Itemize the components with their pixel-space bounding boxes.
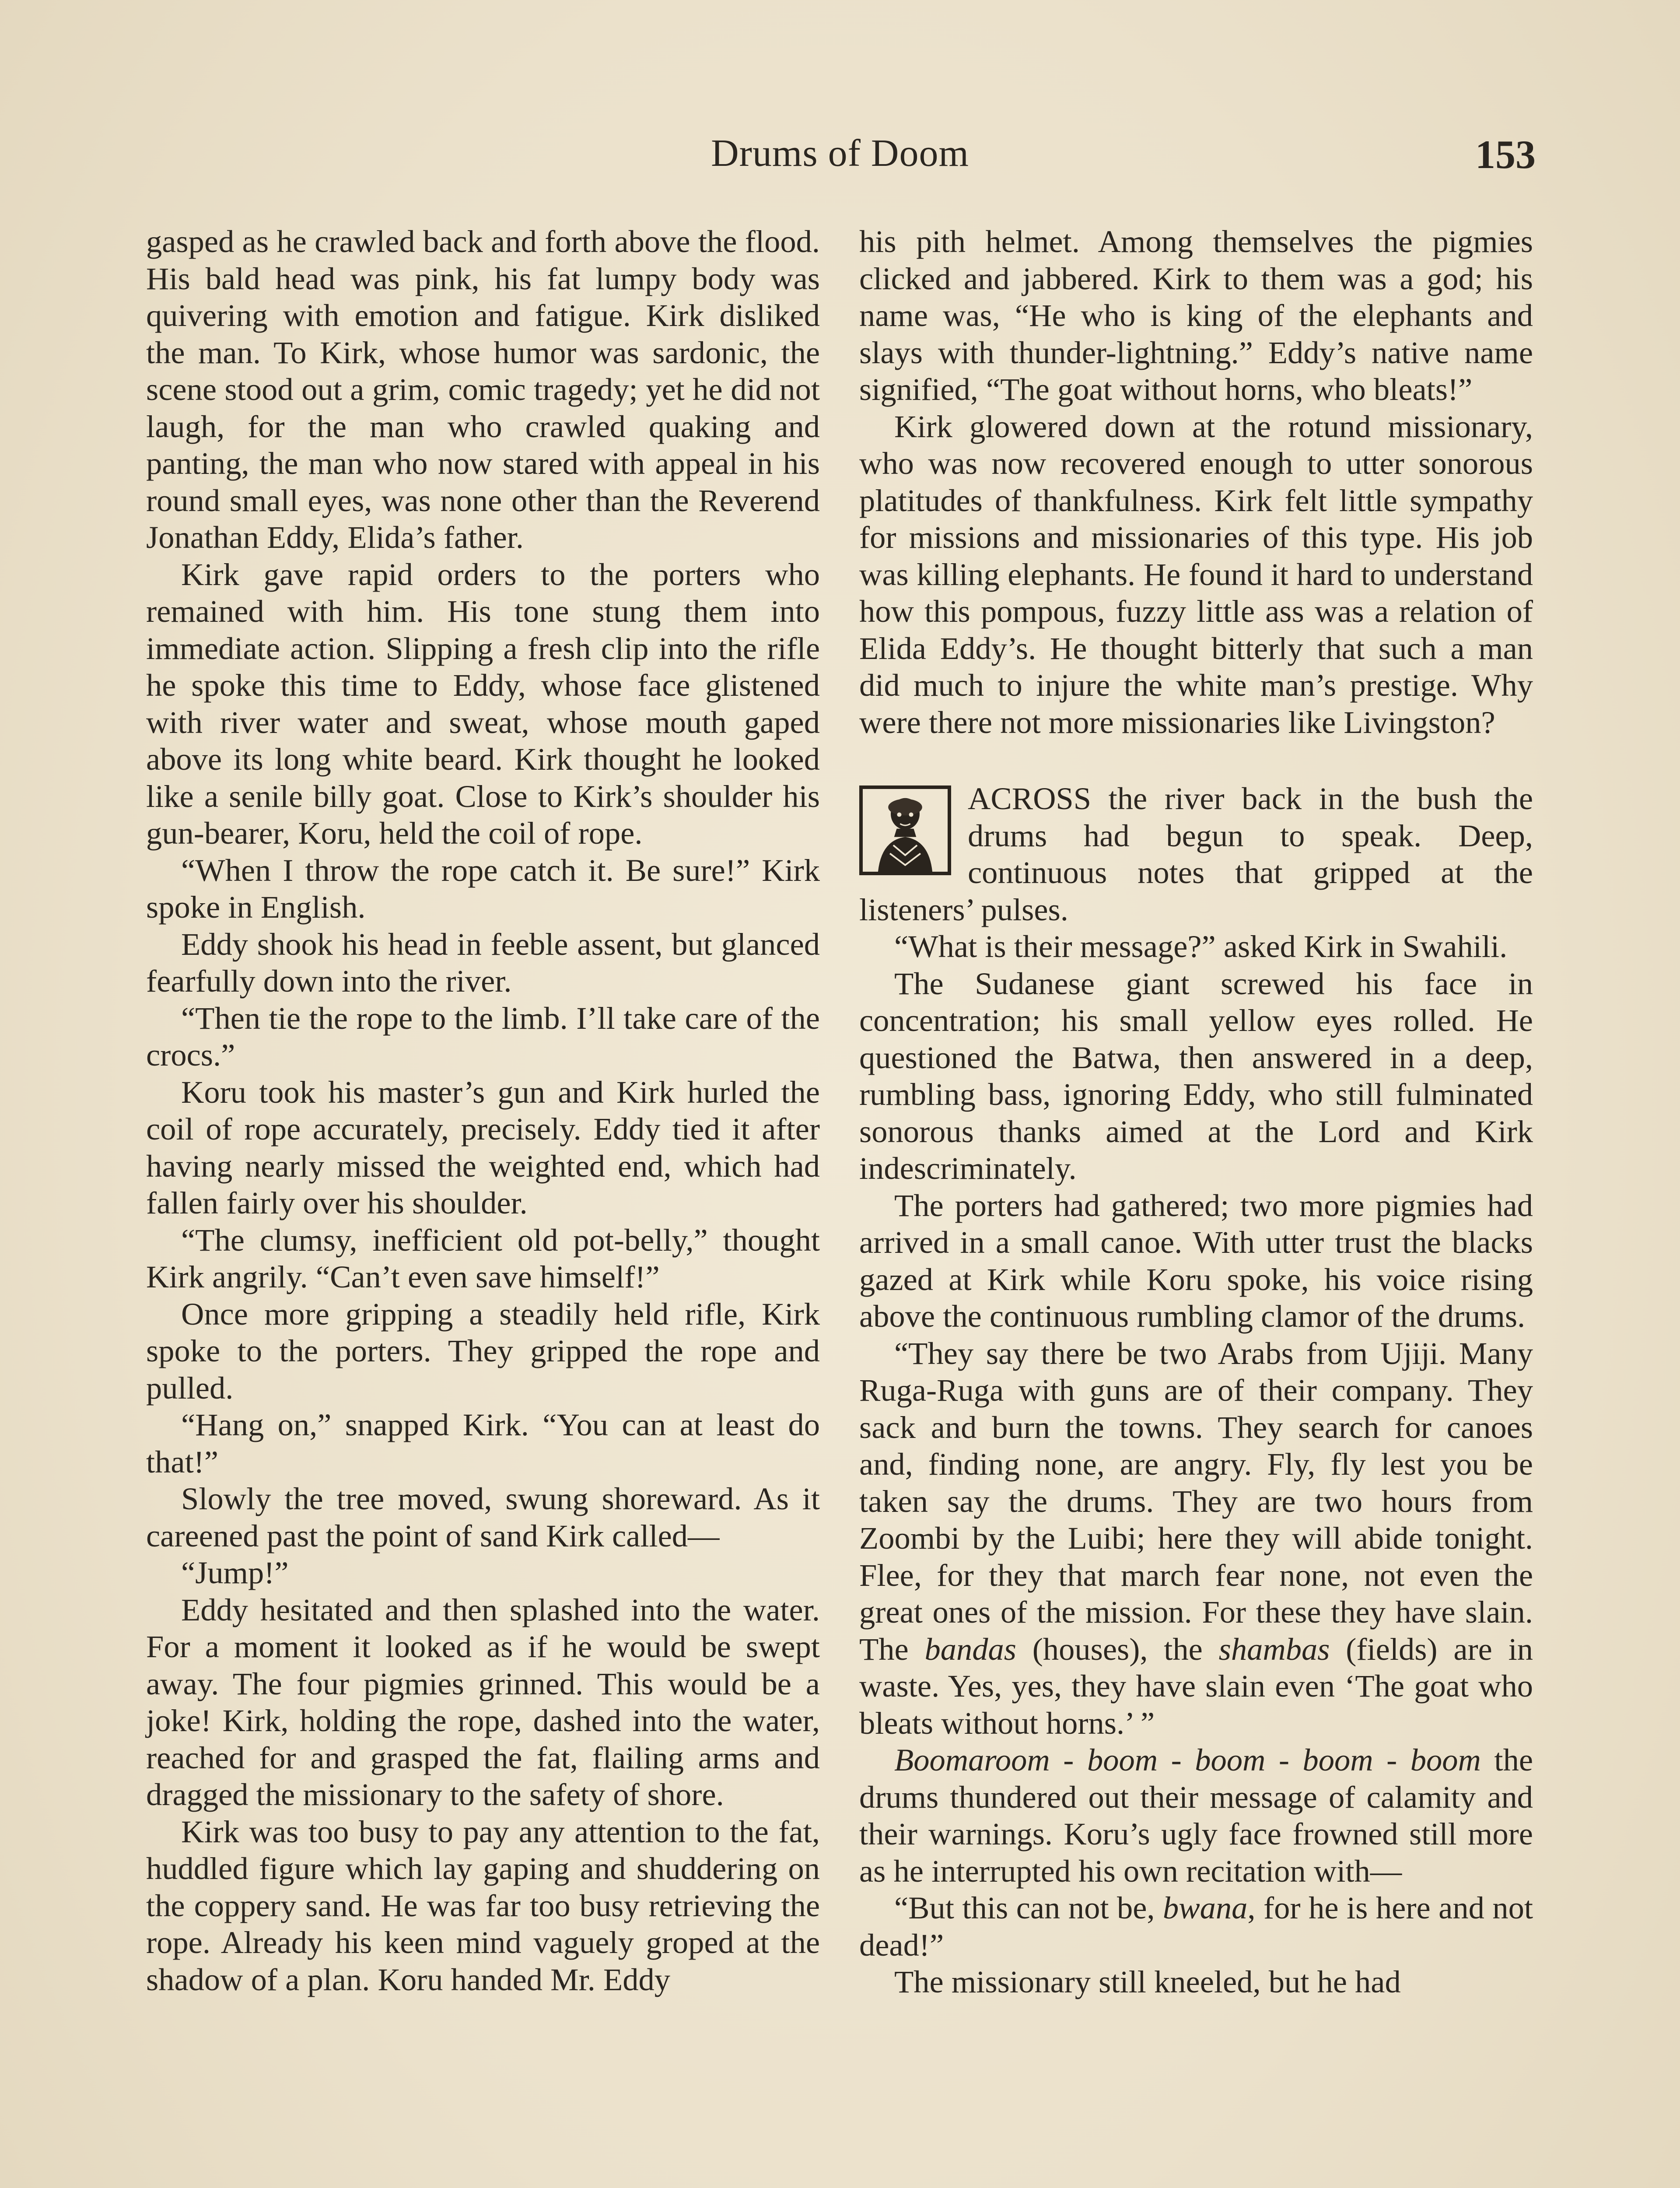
paragraph: Kirk gave rapid orders to the porters who remained with him. His tone stung them into immediate action. Slipping a fresh clip into the rifle he spoke this time to Eddy, whose face glistened with river water and sweat, whose mouth gaped above its long white beard. Kirk thought he looked like a senile billy goat. Close to Kirk’s shoulder his gun-bearer, Koru, held the coil of rope. — [146, 556, 820, 851]
paragraph: The Sudanese giant screwed his face in concentration; his small yellow eyes rolled. He questioned the Batwa, then answered in a deep, rumbling bass, ignoring Eddy, who still fulminated sonorous thanks aimed at the Lord and Kirk indescriminately. — [859, 965, 1533, 1186]
paragraph: gasped as he crawled back and forth above the flood. His bald head was pink, his fat lumpy body was quivering with emotion and fatigue. Kirk disliked the man. To Kirk, whose humor was sardonic, the scene stood out a grim, comic tragedy; yet he did not laugh, for the man who crawled quaking and panting, the man who now stared with appeal in his round small eyes, was none other than the Reverend Jonathan Eddy, Elida’s father. — [146, 224, 820, 555]
text-run: , for he is here and not dead!” — [859, 1890, 1533, 1963]
paragraph: “The clumsy, inefficient old pot-belly,” thought Kirk angrily. “Can’t even save himself!” — [146, 1222, 820, 1294]
paragraph: Koru took his master’s gun and Kirk hurled the coil of rope accurately, precisely. Eddy tied it after having nearly missed the weighted end, which had fallen fairly over his shoulder. — [146, 1074, 820, 1220]
paragraph: “What is their message?” asked Kirk in Swahili. — [894, 929, 1508, 964]
paragraph: The missionary still kneeled, but he had — [894, 1964, 1401, 1999]
paragraph: Kirk glowered down at the rotund missionary, who was now recovered enough to utter sonorous platitudes of thankfulness. Kirk felt little sympathy for missions and missionaries of this type. His job was killing elephants. He found it hard to understand how this pompous, fuzzy little ass was a relation of Elida Eddy’s. He thought bitterly that such a man did much to injure the white man’s prestige. Why were there not more missionaries like Livingston? — [859, 408, 1533, 740]
warrior-portrait-icon — [859, 785, 951, 875]
running-head — [144, 131, 1536, 184]
text-run: “But this can not be, — [894, 1890, 1163, 1925]
text-run: the drums thundered out their message of calamity and their warnings. Koru’s ugly face frowned still more as he interrupted his own recitation with— — [859, 1742, 1533, 1889]
italic-word: shambas — [1218, 1631, 1330, 1667]
italic-phrase: Boomaroom - boom - boom - boom - boom — [894, 1742, 1481, 1778]
paragraph — [859, 1890, 1533, 1964]
paragraph: “Hang on,” snapped Kirk. “You can at least do that!” — [146, 1407, 820, 1480]
paragraph: “Then tie the rope to the limb. I’ll take care of the crocs.” — [146, 1000, 820, 1073]
text-run: “They say there be two Arabs from Ujiji. Many Ruga-Ruga with guns are of their company. They sack and burn the towns. They search for canoes and, finding none, are angry. Fly, fly lest you be taken say the drums. They are two hours from Zoombi by the Luibi; here they will abide tonight. Flee, for they that march fear none, not even the great ones of the mission. For these they have slain. The — [859, 1335, 1533, 1667]
paragraph: his pith helmet. Among themselves the pigmies clicked and jabbered. Kirk to them was a god; his name was, “He who is king of the elephants and slays with thunder-lightning.” Eddy’s native name signified, “The goat without horns, who bleats!” — [859, 224, 1533, 407]
text-run: (fields) are in waste. Yes, yes, they have slain even ‘The goat who bleats without horns.’ ” — [859, 1631, 1533, 1741]
paragraph: Once more gripping a steadily held rifle, Kirk spoke to the porters. They gripped the rope and pulled. — [146, 1296, 820, 1406]
text-run: (houses), the — [1016, 1631, 1219, 1667]
italic-word: bandas — [924, 1631, 1016, 1667]
section-opening: ACROSS the river back in the bush the drums had begun to speak. Deep, continuous notes that gripped at the listeners’ pulses. — [859, 781, 1533, 927]
paragraph: “Jump!” — [181, 1555, 289, 1590]
section-break — [859, 780, 1533, 928]
left-column — [146, 223, 820, 1998]
paragraph: Slowly the tree moved, swung shoreward. As it careened past the point of sand Kirk called— — [146, 1481, 820, 1553]
paragraph — [859, 1742, 1533, 1890]
running-title: Drums of Doom — [711, 132, 969, 175]
paragraph: Eddy hesitated and then splashed into the water. For a moment it looked as if he would be swept away. The four pigmies grinned. This would be a joke! Kirk, holding the rope, dashed into the water, reached for and grasped the fat, flailing arms and dragged the missionary to the safety of shore. — [146, 1592, 820, 1812]
paragraph: Kirk was too busy to pay any attention to the fat, huddled figure which lay gaping and shuddering on the coppery sand. He was far too busy retrieving the rope. Already his keen mind vaguely groped at the shadow of a plan. Koru handed Mr. Eddy — [146, 1813, 820, 1997]
paragraph: “When I throw the rope catch it. Be sure!” Kirk spoke in English. — [146, 852, 820, 925]
paragraph: The porters had gathered; two more pigmies had arrived in a small canoe. With utter trust the blacks gazed at Kirk while Koru spoke, his voice rising above the continuous rumbling clamor of the drums. — [859, 1187, 1533, 1334]
italic-word: bwana — [1163, 1890, 1248, 1925]
right-column — [859, 223, 1533, 2001]
paragraph: Eddy shook his head in feeble assent, but glanced fearfully down into the river. — [146, 926, 820, 999]
paragraph — [859, 1335, 1533, 1742]
page-number: 153 — [1475, 132, 1536, 177]
